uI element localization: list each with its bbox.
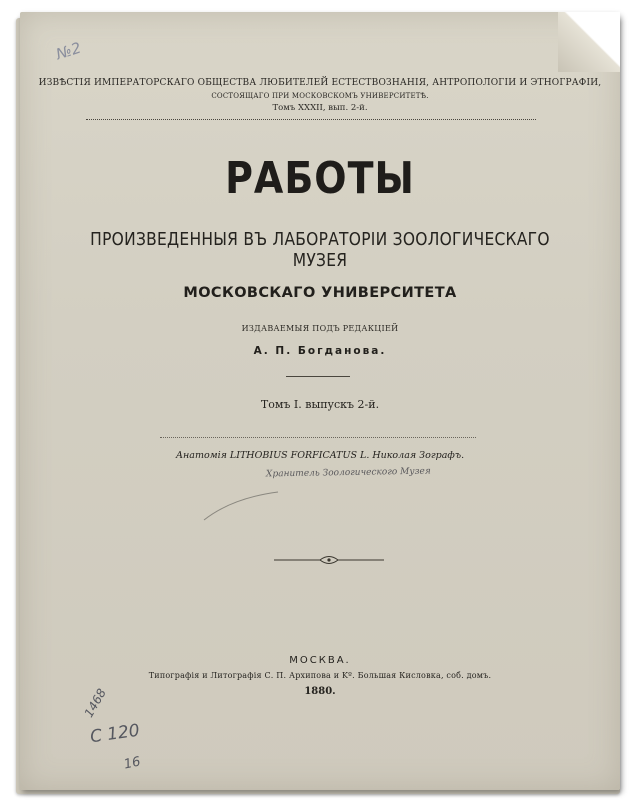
shelfmark-sub: 16: [122, 754, 142, 773]
handwritten-inscription: Хранитель Зоологического Музея: [265, 466, 431, 480]
library-shelfmark: [80, 688, 170, 788]
pencil-mark: [202, 490, 280, 522]
university-name: МОСКОВСКАГО УНИВЕРСИТЕТА: [183, 285, 457, 301]
shelfmark-code: С 120: [88, 720, 141, 748]
editor-name: А. П. Богданова.: [253, 345, 387, 357]
article-title: Анатомія LITHOBIUS FORFICATUS L. Николая Зографъ.: [175, 450, 465, 461]
short-divider: [286, 376, 350, 377]
series-title: ИЗВѢСТІЯ ИМПЕРАТОРСКАГО ОБЩЕСТВА ЛЮБИТЕЛЕЙ ЕСТЕСТВОЗНАНІЯ, АНТРОПОЛОГІИ И ЭТНОГРАФІИ,: [38, 78, 602, 88]
main-title: РАБОТЫ: [225, 152, 415, 204]
subtitle: ПРОИЗВЕДЕННЫЯ ВЪ ЛАБОРАТОРІИ ЗООЛОГИЧЕСКАГО МУЗЕЯ: [90, 229, 550, 271]
imprint-year: 1880.: [304, 686, 336, 697]
shelfmark-number: 1468: [81, 686, 109, 720]
book-cover: [20, 12, 620, 790]
dotted-divider-2: [160, 437, 476, 438]
imprint-city: МОСКВА.: [289, 655, 351, 666]
editor-label: ИЗДАВАЕМЫЯ ПОДЪ РЕДАКЦІЕЙ: [241, 324, 399, 333]
ornament-divider: [274, 554, 384, 566]
handwritten-number: №2: [53, 38, 84, 64]
volume-issue: Томъ I. выпускъ 2-й.: [260, 398, 380, 411]
dotted-divider: [86, 119, 536, 120]
torn-corner: [558, 12, 620, 72]
series-affiliation: СОСТОЯЩАГО ПРИ МОСКОВСКОМЪ УНИВЕРСИТЕТѢ.: [211, 92, 429, 100]
series-volume: Томъ XXXII, вып. 2-й.: [272, 103, 368, 113]
imprint-printer: Типографія и Литографія С. П. Архипова и Kº. Большая Кисловка, соб. домъ.: [148, 671, 492, 680]
